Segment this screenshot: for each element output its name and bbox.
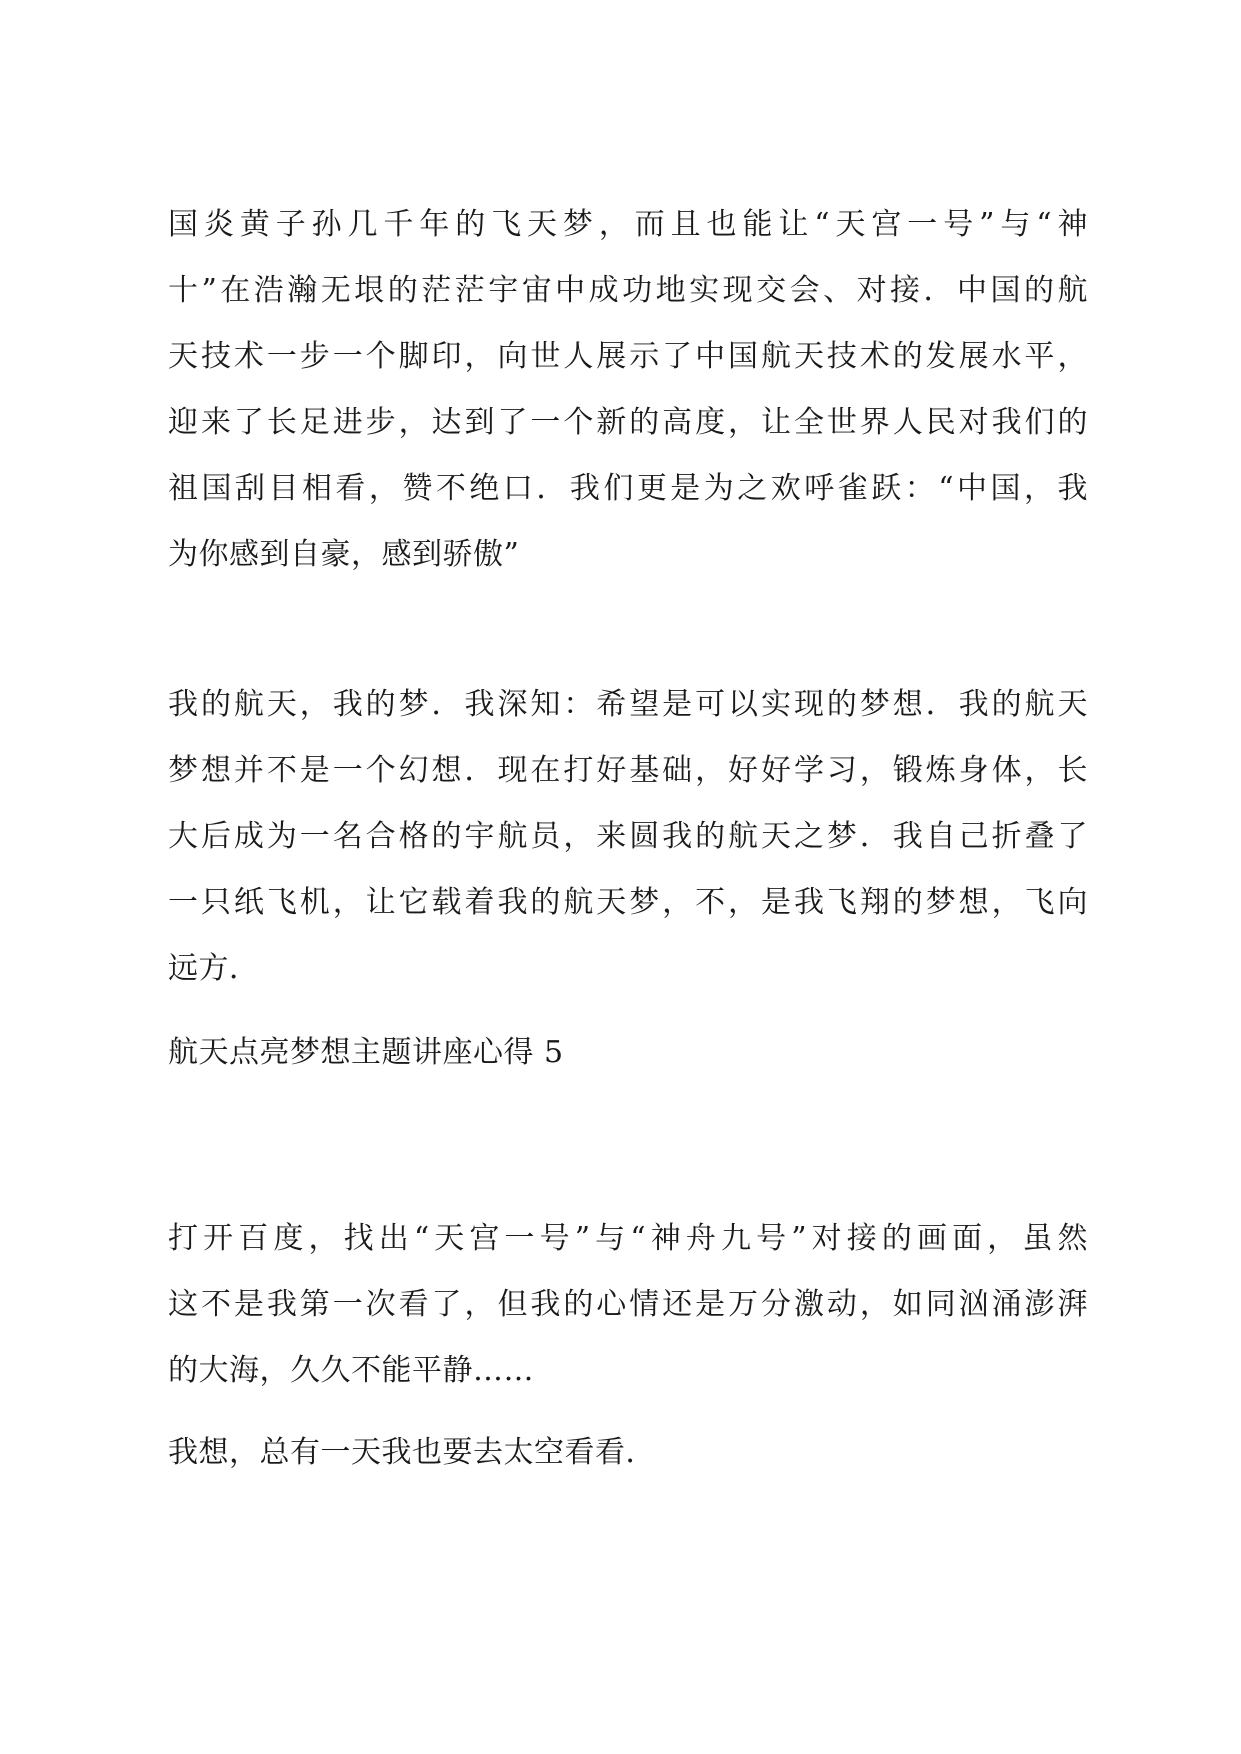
paragraph-line: 一只纸飞机，让它载着我的航天梦，不，是我飞翔的梦想，飞向: [168, 885, 1088, 920]
paragraph-line: 远方．: [168, 951, 260, 986]
paragraph-line: 我想，总有一天我也要去太空看看．: [168, 1435, 656, 1470]
paragraph-4: [168, 1420, 1088, 1486]
paragraph-2: [168, 672, 1088, 1002]
section-heading-text: 航天点亮梦想主题讲座心得 5: [168, 1035, 564, 1070]
paragraph-line: 天技术一步一个脚印，向世人展示了中国航天技术的发展水平，: [168, 339, 1088, 374]
paragraph-line: 为你感到自豪，感到骄傲”: [168, 537, 520, 572]
paragraph-line: 迎来了长足进步，达到了一个新的高度，让全世界人民对我们的: [168, 405, 1088, 440]
paragraph-line: 国炎黄子孙几千年的飞天梦，而且也能让“天宫一号”与“神: [168, 207, 1088, 242]
paragraph-line: 的大海，久久不能平静……: [168, 1353, 534, 1388]
section-heading: [168, 1020, 1088, 1086]
paragraph-line: 我的航天，我的梦．我深知：希望是可以实现的梦想．我的航天: [168, 687, 1088, 722]
paragraph-line: 十”在浩瀚无垠的茫茫宇宙中成功地实现交会、对接．中国的航: [168, 273, 1088, 308]
paragraph-line: 梦想并不是一个幻想．现在打好基础，好好学习，锻炼身体，长: [168, 753, 1088, 788]
paragraph-line: 这不是我第一次看了，但我的心情还是万分激动，如同汹涌澎湃: [168, 1287, 1088, 1322]
paragraph-3: [168, 1206, 1088, 1404]
paragraph-line: 打开百度，找出“天宫一号”与“神舟九号”对接的画面，虽然: [168, 1221, 1088, 1256]
paragraph-1: [168, 192, 1088, 588]
paragraph-line: 祖国刮目相看，赞不绝口．我们更是为之欢呼雀跃：“中国，我: [168, 471, 1088, 506]
paragraph-line: 大后成为一名合格的宇航员，来圆我的航天之梦．我自己折叠了: [168, 819, 1088, 854]
